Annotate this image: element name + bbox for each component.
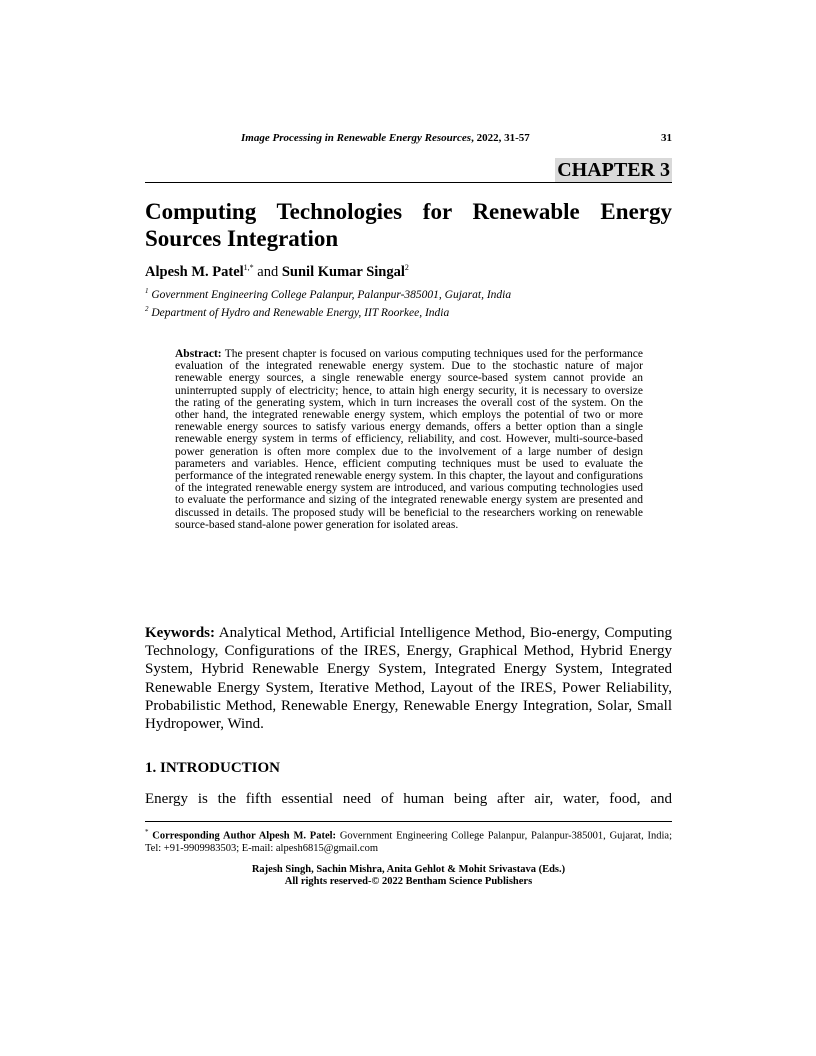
chapter-label: CHAPTER 3 [557, 159, 670, 181]
title-line-2: Sources Integration [145, 226, 339, 251]
affiliation-marker: 1 [145, 287, 149, 295]
journal-citation [241, 132, 530, 144]
keywords-text: Analytical Method, Artificial Intelligence Method, Bio-energy, Computing Technology, Configurations of the IRES, Energy, Graphical Method, Hybrid Energy System, Hybrid Renewable Energy System, Integrated Energy System, Integrated Renewable Energy System, Iterative Method, Layout of the IRES, Power Reliability, Probabilistic Method, Renewable Energy, Renewable Energy Integration, Solar, Small Hydropower, Wind. [145, 625, 672, 733]
affiliation-text: Department of Hydro and Renewable Energy, IIT Roorkee, India [148, 306, 450, 319]
title-line-1: Computing Technologies for Renewable Energy [145, 199, 672, 224]
author-name: Sunil Kumar Singal [281, 263, 405, 280]
abstract-text: The present chapter is focused on various computing techniques used for the performance evaluation of the integrated renewable energy system. Due to the stochastic nature of major renewable energy sources, a single renewable energy source-based system cannot provide an uninterrupted supply of electricity; hence, to attain high energy security, it is necessary to oversize the rating of the generating system, which in turn increases the overall cost of the system. On the other hand, the integrated renewable energy system, which employs the potential of two or more renewable energy sources to satisfy various energy demands, offers a better option than a single renewable energy system in terms of efficiency, reliability, and cost. However, multi-source-based power generation is often more complex due to the involvement of a large number of design parameters and variables. Hence, efficient computing techniques must be used to evaluate the performance of the integrated renewable energy system. In this chapter, the layout and configurations of the integrated renewable energy system are introduced, and various computing technologies used to evaluate the performance and sizing of the integrated renewable energy system are presented and discussed in details. The proposed study will be beneficial to the researchers working on renewable source-based stand-alone power generation for isolated areas. [175, 348, 643, 531]
page-number: 31 [661, 132, 672, 144]
author-superscript: 1,* [243, 263, 254, 272]
intro-paragraph: Energy is the fifth essential need of human being after air, water, food, and [145, 791, 672, 807]
publisher-info [145, 864, 672, 888]
author-name: Alpesh M. Patel [145, 263, 244, 280]
journal-title: Image Processing in Renewable Energy Resources [241, 132, 472, 144]
author-line [145, 263, 409, 281]
editors-line: Rajesh Singh, Sachin Mishra, Anita Gehlot & Mohit Srivastava (Eds.) [251, 864, 566, 875]
abstract-label: Abstract: [175, 348, 222, 360]
footnote-marker: * [145, 828, 149, 836]
section-heading: 1. INTRODUCTION [145, 760, 281, 776]
footnote-label: Corresponding Author Alpesh M. Patel: [148, 830, 337, 842]
copyright-line: All rights reserved-© 2022 Bentham Science Publishers [284, 876, 533, 887]
affiliation-marker: 2 [145, 305, 149, 313]
keywords [145, 624, 672, 733]
affiliation [145, 287, 511, 301]
chapter-title [145, 198, 672, 252]
footnote-text: Government Engineering College Palanpur, Palanpur-385001, Gujarat, India; Tel: +91-9909983503; E-mail: alpesh6815@gmail.com [145, 830, 672, 854]
footnote [145, 826, 672, 856]
chapter-divider [145, 182, 672, 183]
affiliation-text: Government Engineering College Palanpur, Palanpur-385001, Gujarat, India [148, 288, 512, 301]
author-superscript: 2 [404, 263, 409, 272]
keywords-label: Keywords: [145, 625, 215, 641]
journal-year-pages: , 2022, 31-57 [471, 132, 530, 144]
footnote-divider [145, 821, 672, 822]
author-joiner: and [253, 263, 282, 280]
abstract [175, 348, 643, 531]
affiliation [145, 305, 449, 319]
